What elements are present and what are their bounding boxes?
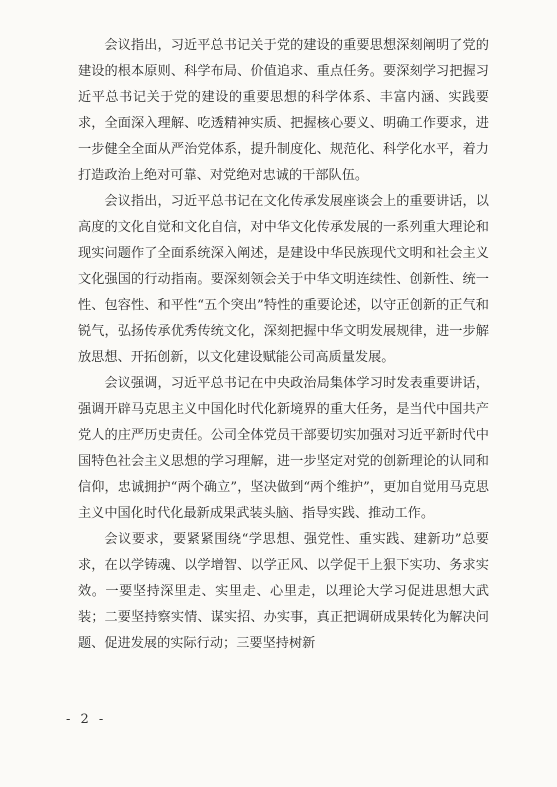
paragraph-3: 会议强调，习近平总书记在中央政治局集体学习时发表重要讲话，强调开辟马克思主义中国化时代化新境界的重大任务，是当代中国共产党人的庄严历史责任。公司全体党员干部要切实加强对习近平新时代中国特色社会主义思想的学习理解，进一步坚定对党的创新理论的认同和信仰，忠诚拥护“两个确立”，坚决做到“两个维护”，更加自觉用马克思主义中国化时代化最新成果武装头脑、指导实践、推动工作。 [78, 376, 489, 521]
body-text [78, 33, 489, 657]
paragraph-4: 会议要求，要紧紧围绕“学思想、强党性、重实践、建新功”总要求，在以学铸魂、以学增智、以学正风、以学促干上狠下实功、务求实效。一要坚持深里走、实里走、心里走，以理论大学习促进思想大武装；二要坚持察实情、谋实招、办实事，真正把调研成果转化为解决问题、促进发展的实际行动；三要坚持树新 [78, 532, 489, 651]
paragraph-2: 会议指出，习近平总书记在文化传承发展座谈会上的重要讲话，以高度的文化自觉和文化自信，对中华文化传承发展的一系列重大理论和现实问题作了全面系统深入阐述，是建设中华民族现代文明和社会主义文化强国的行动指南。要深刻领会关于中华文明连续性、创新性、统一性、包容性、和平性“五个突出”特性的重要论述，以守正创新的正气和锐气，弘扬传承优秀传统文化，深刻把握中华文明发展规律，进一步解放思想、开拓创新，以文化建设赋能公司高质量发展。 [78, 194, 489, 365]
paragraph-1: 会议指出，习近平总书记关于党的建设的重要思想深刻阐明了党的建设的根本原则、科学布局、价值追求、重点任务。要深刻学习把握习近平总书记关于党的建设的重要思想的科学体系、丰富内涵、实践要求，全面深入理解、吃透精神实质、把握核心要义、明确工作要求，进一步健全全面从严治党体系，提升制度化、规范化、科学化水平，着力打造政治上绝对可靠、对党绝对忠诚的干部队伍。 [78, 38, 489, 183]
page-number: - 2 - [66, 712, 107, 727]
